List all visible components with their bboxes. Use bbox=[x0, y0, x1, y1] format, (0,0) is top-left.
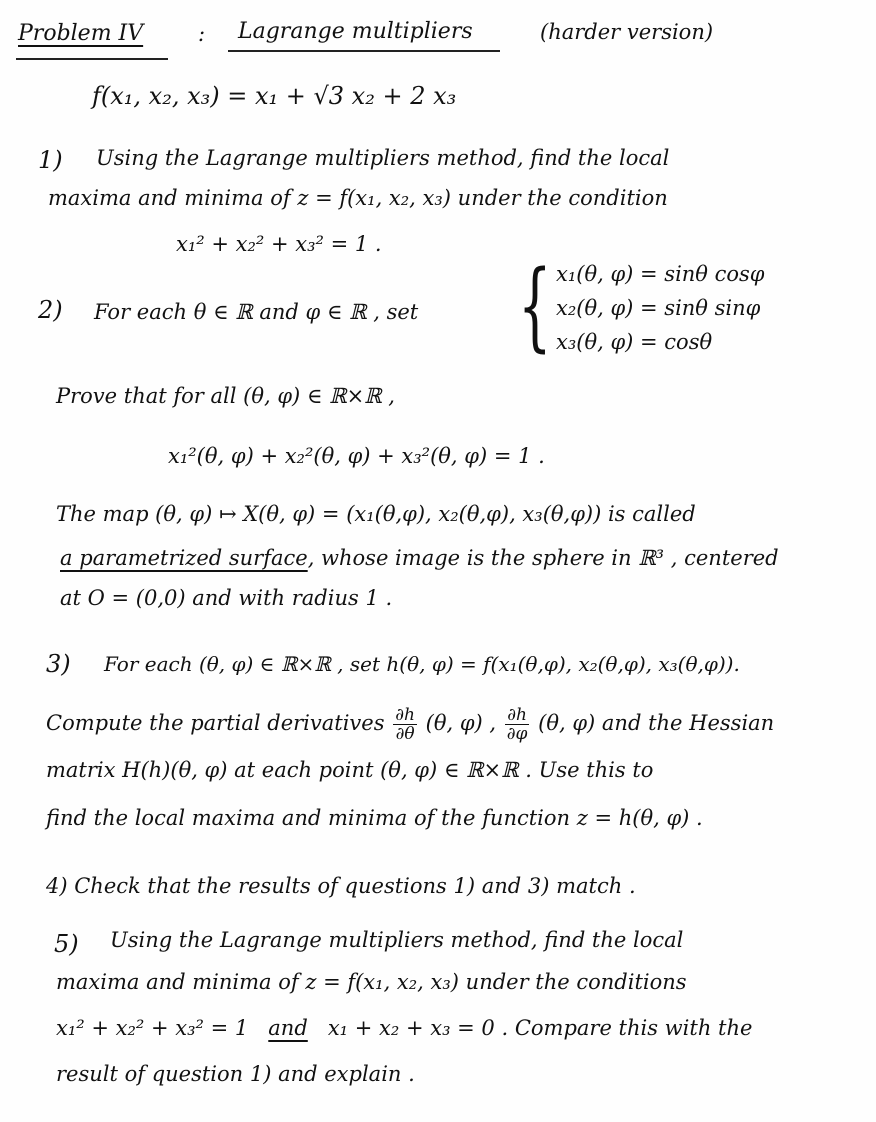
q1-number: 1) bbox=[38, 146, 63, 174]
problem-number: Problem IV bbox=[18, 21, 144, 46]
q5-line1: Using the Lagrange multipliers method, find the local bbox=[110, 928, 684, 952]
q2-map-line3: at O = (0,0) and with radius 1 . bbox=[60, 586, 393, 610]
system-brace: { bbox=[518, 250, 552, 362]
q2-number: 2) bbox=[38, 296, 63, 324]
q2-map-line2: a parametrized surface, whose image is the sphere in ℝ³ , centered bbox=[60, 546, 779, 570]
q2-prove: Prove that for all (θ, φ) ∈ ℝ×ℝ , bbox=[56, 384, 395, 408]
q5-line3: x₁² + x₂² + x₃² = 1 and x₁ + x₂ + x₃ = 0 . Compare this with the bbox=[56, 1016, 753, 1040]
q3-line3: matrix H(h)(θ, φ) at each point (θ, φ) ∈ ℝ×ℝ . Use this to bbox=[46, 758, 654, 782]
q3-line1: For each (θ, φ) ∈ ℝ×ℝ , set h(θ, φ) = f(x₁(θ,φ), x₂(θ,φ), x₃(θ,φ)). bbox=[104, 652, 740, 676]
header-colon: : bbox=[198, 22, 206, 46]
topic-underline bbox=[228, 50, 500, 52]
q1-line1: Using the Lagrange multipliers method, find the local bbox=[96, 146, 670, 170]
header-rule bbox=[16, 58, 168, 60]
function-definition: f(x₁, x₂, x₃) = x₁ + √3 x₂ + 2 x₃ bbox=[92, 82, 457, 110]
topic-title: Lagrange multipliers bbox=[238, 19, 473, 44]
q2-text: For each θ ∈ ℝ and φ ∈ ℝ , set bbox=[94, 300, 419, 324]
q1-line2: maxima and minima of z = f(x₁, x₂, x₃) under the condition bbox=[48, 186, 668, 210]
q2-system-x1: x₁(θ, φ) = sinθ cosφ bbox=[556, 262, 765, 286]
q2-identity: x₁²(θ, φ) + x₂²(θ, φ) + x₃²(θ, φ) = 1 . bbox=[168, 444, 545, 468]
q5-line2: maxima and minima of z = f(x₁, x₂, x₃) under the conditions bbox=[56, 970, 687, 994]
q3-line4: find the local maxima and minima of the function z = h(θ, φ) . bbox=[46, 806, 703, 830]
q5-number: 5) bbox=[54, 930, 79, 958]
q3-line2: Compute the partial derivatives $\frac{\partial h}{\partial\theta}$ (θ, φ) , $\frac{\partial h}{\partial\varphi}$ (θ, φ) and the Hessian bbox=[46, 705, 775, 744]
q5-line4: result of question 1) and explain . bbox=[56, 1062, 415, 1086]
partial-h-phi: $\frac{\partial h}{\partial\varphi}$ bbox=[506, 705, 528, 744]
q2-map-line1: The map (θ, φ) ↦ X(θ, φ) = (x₁(θ,φ), x₂(θ,φ), x₃(θ,φ)) is called bbox=[56, 502, 696, 526]
parametrized-surface-term: a parametrized surface bbox=[60, 546, 308, 570]
q3-number: 3) bbox=[46, 650, 71, 678]
q2-system-x3: x₃(θ, φ) = cosθ bbox=[556, 330, 713, 354]
partial-h-theta: $\frac{\partial h}{\partial\theta}$ bbox=[395, 705, 415, 744]
and-connector: and bbox=[268, 1016, 308, 1040]
q1-condition: x₁² + x₂² + x₃² = 1 . bbox=[176, 232, 382, 256]
q2-system-x2: x₂(θ, φ) = sinθ sinφ bbox=[556, 296, 761, 320]
q4-line: 4) Check that the results of questions 1) and 3) match . bbox=[46, 874, 636, 898]
version-note: (harder version) bbox=[540, 20, 714, 44]
problem-label bbox=[18, 20, 143, 48]
